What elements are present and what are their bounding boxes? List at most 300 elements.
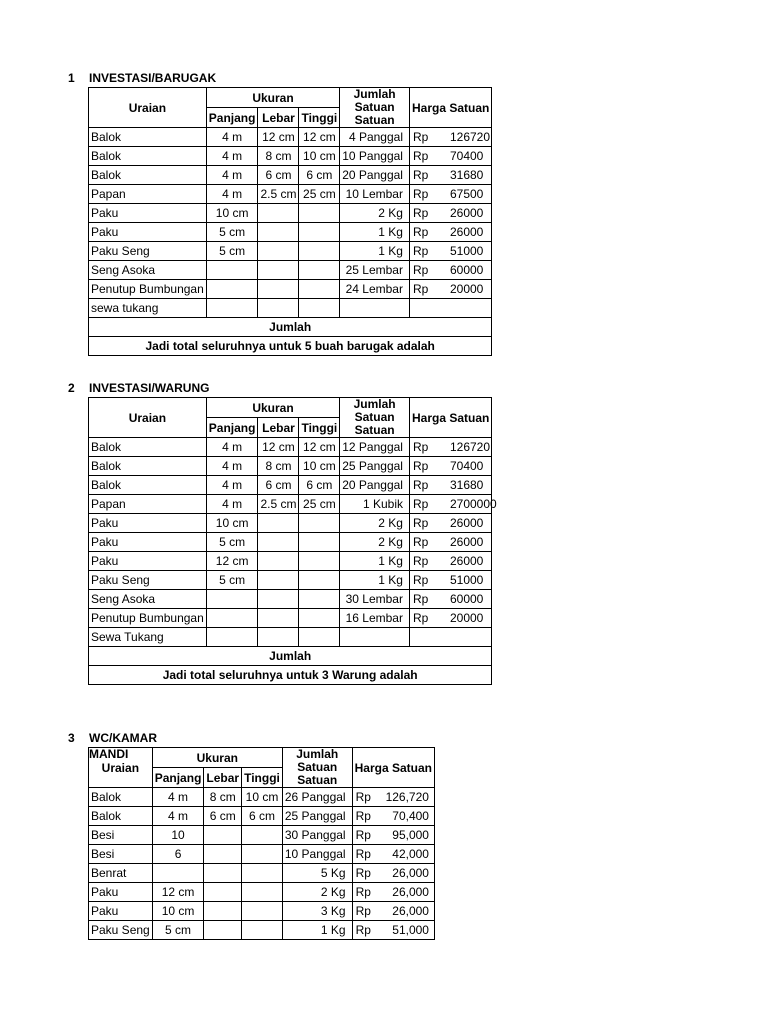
cell-harga (352, 883, 434, 902)
price-amount: 26000 (449, 554, 484, 568)
cell-jumlah: 2 Kg (340, 514, 410, 533)
cell-panjang: 5 cm (206, 242, 258, 261)
cell-jumlah: 1 Kg (282, 921, 352, 940)
cell-lebar (204, 826, 242, 845)
cell-harga (352, 788, 434, 807)
table-row (89, 204, 492, 223)
cell-jumlah: 30 Panggal (282, 826, 352, 845)
cell-uraian: Paku Seng (89, 921, 153, 940)
header-jumlah-line: Jumlah (353, 397, 396, 411)
cell-lebar (258, 590, 299, 609)
cell-lebar: 8 cm (204, 788, 242, 807)
price-amount: 20000 (449, 611, 484, 625)
cell-harga (352, 826, 434, 845)
cell-harga (352, 902, 434, 921)
header-panjang: Panjang (206, 418, 258, 438)
cell-harga (352, 864, 434, 883)
cell-lebar (258, 242, 299, 261)
table-row (89, 552, 492, 571)
price-amount: 126720 (449, 440, 491, 454)
cell-panjang: 4 m (206, 457, 258, 476)
total-label: Jadi total seluruhnya untuk 3 Warung adalah (89, 666, 492, 685)
section-heading: INVESTASI/WARUNG (89, 381, 210, 395)
price-amount: 31680 (449, 168, 484, 182)
cell-panjang: 4 m (206, 128, 258, 147)
price-amount: 26000 (449, 516, 484, 530)
cell-lebar (204, 864, 242, 883)
cell-uraian: Paku (89, 204, 207, 223)
cell-lebar (204, 902, 242, 921)
price-amount: 26,000 (392, 866, 429, 880)
cell-uraian: sewa tukang (89, 299, 207, 318)
cell-tinggi (299, 299, 340, 318)
cell-tinggi: 25 cm (299, 185, 340, 204)
cell-tinggi: 6 cm (299, 166, 340, 185)
currency-label: Rp (412, 440, 429, 454)
cell-jumlah: 2 Kg (282, 883, 352, 902)
currency-label: Rp (412, 206, 429, 220)
header-uraian: Uraian (89, 88, 207, 128)
cell-uraian: Paku (89, 223, 207, 242)
cost-table (88, 747, 435, 940)
table-row (89, 242, 492, 261)
currency-label: Rp (412, 497, 429, 511)
cell-tinggi (242, 826, 283, 845)
header-jumlah-line: Satuan (354, 423, 395, 437)
cell-panjang (206, 628, 258, 647)
cell-jumlah: 26 Panggal (282, 788, 352, 807)
currency-label: Rp (412, 592, 429, 606)
cell-harga (409, 495, 497, 514)
currency-label: Rp (412, 187, 429, 201)
cell-uraian: Besi (89, 845, 153, 864)
header-ukuran: Ukuran (206, 88, 339, 108)
cell-jumlah: 4 Panggal (340, 128, 410, 147)
cell-uraian: Paku (89, 533, 207, 552)
cell-tinggi (299, 223, 340, 242)
currency-label: Rp (412, 168, 429, 182)
cell-jumlah: 25 Panggal (282, 807, 352, 826)
price-amount: 95,000 (392, 828, 429, 842)
currency-label: Rp (412, 130, 429, 144)
cell-uraian: Balok (89, 438, 207, 457)
price-amount: 70,400 (392, 809, 429, 823)
header-jumlah-line: Jumlah (296, 747, 339, 761)
cell-uraian: Paku (89, 514, 207, 533)
cell-panjang: 4 m (206, 476, 258, 495)
price-amount: 26000 (449, 535, 484, 549)
price-amount: 26,000 (392, 885, 429, 899)
cell-harga (352, 921, 434, 940)
cell-uraian: Balok (89, 807, 153, 826)
total-row (89, 337, 492, 356)
cell-lebar (258, 552, 299, 571)
cell-tinggi: 25 cm (299, 495, 340, 514)
cell-harga (409, 223, 491, 242)
header-row (89, 88, 492, 108)
cell-jumlah: 10 Lembar (340, 185, 410, 204)
jumlah-row (89, 647, 492, 666)
cell-panjang: 5 cm (152, 921, 204, 940)
cell-panjang: 6 (152, 845, 204, 864)
cost-table (88, 397, 497, 685)
cell-uraian: Paku (89, 552, 207, 571)
cell-lebar: 8 cm (258, 457, 299, 476)
cell-tinggi (242, 864, 283, 883)
price-amount: 26,000 (392, 904, 429, 918)
cell-panjang: 4 m (152, 788, 204, 807)
cell-jumlah: 1 Kg (340, 571, 410, 590)
cell-tinggi (299, 514, 340, 533)
cell-harga (409, 609, 491, 628)
cell-harga (409, 185, 491, 204)
cell-panjang: 12 cm (152, 883, 204, 902)
price-amount: 126,720 (385, 790, 429, 804)
cell-lebar (258, 571, 299, 590)
currency-label: Rp (355, 904, 371, 918)
cell-jumlah: 20 Panggal (340, 166, 410, 185)
cell-jumlah: 1 Kg (340, 223, 410, 242)
cell-lebar: 12 cm (258, 128, 299, 147)
currency-label: Rp (412, 573, 429, 587)
price-amount: 126720 (449, 130, 491, 144)
price-amount: 20000 (449, 282, 484, 296)
header-uraian: Uraian (89, 748, 153, 788)
cell-lebar (204, 845, 242, 864)
cell-uraian: Paku Seng (89, 242, 207, 261)
cell-uraian: Papan (89, 495, 207, 514)
cell-jumlah: 2 Kg (340, 204, 410, 223)
cell-panjang: 5 cm (206, 571, 258, 590)
cell-jumlah: 2 Kg (340, 533, 410, 552)
header-lebar: Lebar (258, 108, 299, 128)
table-row (89, 533, 492, 552)
table-row (89, 921, 435, 940)
cell-lebar: 2.5 cm (258, 495, 299, 514)
currency-label: Rp (355, 885, 371, 899)
table-row (89, 807, 435, 826)
cell-tinggi (299, 571, 340, 590)
cell-tinggi (242, 921, 283, 940)
cell-lebar (258, 533, 299, 552)
cell-tinggi (299, 533, 340, 552)
cell-harga (409, 128, 491, 147)
cell-tinggi: 12 cm (299, 128, 340, 147)
header-panjang: Panjang (206, 108, 258, 128)
price-amount: 70400 (449, 149, 484, 163)
currency-label: Rp (355, 790, 371, 804)
header-tinggi: Tinggi (299, 418, 340, 438)
cell-lebar: 12 cm (258, 438, 299, 457)
header-row (89, 748, 435, 768)
header-jumlah-line: Satuan (354, 113, 395, 127)
cell-tinggi (299, 204, 340, 223)
currency-label: Rp (412, 516, 429, 530)
header-ukuran: Ukuran (206, 398, 339, 418)
section-heading: INVESTASI/BARUGAK (89, 71, 217, 85)
cell-harga (352, 845, 434, 864)
table-row (89, 788, 435, 807)
cell-jumlah: 12 Panggal (340, 438, 410, 457)
section-number: 2 (68, 381, 75, 395)
cell-tinggi (299, 242, 340, 261)
cell-uraian: Balok (89, 166, 207, 185)
cell-panjang: 5 cm (206, 223, 258, 242)
header-jumlah-line: Jumlah (353, 87, 396, 101)
header-uraian: Uraian (89, 398, 207, 438)
header-jumlah-line: Satuan (354, 410, 395, 424)
currency-label: Rp (412, 149, 429, 163)
table-row (89, 147, 492, 166)
cell-panjang (206, 261, 258, 280)
table-row (89, 185, 492, 204)
cell-lebar (204, 883, 242, 902)
cell-jumlah: 30 Lembar (340, 590, 410, 609)
currency-label: Rp (412, 535, 429, 549)
table-row (89, 902, 435, 921)
cell-tinggi (242, 902, 283, 921)
cell-panjang: 10 cm (206, 514, 258, 533)
cell-tinggi (242, 845, 283, 864)
table-row (89, 128, 492, 147)
table-row (89, 166, 492, 185)
currency-label: Rp (412, 611, 429, 625)
price-amount: 26000 (449, 206, 484, 220)
cell-uraian: Balok (89, 788, 153, 807)
jumlah-label: Jumlah (89, 647, 492, 666)
header-harga-satuan: Harga Satuan (352, 748, 434, 788)
cell-lebar (258, 628, 299, 647)
cell-tinggi: 12 cm (299, 438, 340, 457)
cell-lebar (258, 204, 299, 223)
currency-label: Rp (412, 478, 429, 492)
cell-lebar: 2.5 cm (258, 185, 299, 204)
cell-lebar (258, 299, 299, 318)
currency-label: Rp (412, 554, 429, 568)
cell-panjang: 10 cm (152, 902, 204, 921)
cell-lebar (258, 261, 299, 280)
price-amount: 51000 (449, 573, 484, 587)
header-jumlah-line: Satuan (354, 100, 395, 114)
table-row (89, 628, 492, 647)
cell-lebar (204, 921, 242, 940)
cell-panjang: 10 cm (206, 204, 258, 223)
cell-tinggi (299, 590, 340, 609)
cell-uraian: Balok (89, 147, 207, 166)
header-jumlah-line: Satuan (297, 773, 338, 787)
cell-uraian: Besi (89, 826, 153, 845)
price-amount: 51000 (449, 244, 484, 258)
header-jumlah-line: Satuan (297, 760, 338, 774)
cell-tinggi: 10 cm (299, 147, 340, 166)
cell-jumlah: 5 Kg (282, 864, 352, 883)
table-row (89, 609, 492, 628)
cell-tinggi: 10 cm (242, 788, 283, 807)
cell-jumlah: 1 Kg (340, 242, 410, 261)
cell-lebar: 6 cm (258, 476, 299, 495)
cell-uraian: Seng Asoka (89, 261, 207, 280)
header-lebar: Lebar (258, 418, 299, 438)
price-amount: 60000 (449, 592, 484, 606)
cell-harga (352, 807, 434, 826)
table-row (89, 883, 435, 902)
cell-tinggi (299, 552, 340, 571)
cell-jumlah: 1 Kubik (340, 495, 410, 514)
price-amount: 60000 (449, 263, 484, 277)
cell-lebar: 6 cm (258, 166, 299, 185)
cell-uraian: Penutup Bumbungan (89, 609, 207, 628)
currency-label: Rp (412, 225, 429, 239)
cell-harga (409, 280, 491, 299)
table-row (89, 457, 492, 476)
cell-harga (409, 628, 491, 647)
cell-jumlah: 20 Panggal (340, 476, 410, 495)
cell-lebar (258, 609, 299, 628)
cell-lebar: 8 cm (258, 147, 299, 166)
cell-panjang (206, 280, 258, 299)
header-tinggi: Tinggi (299, 108, 340, 128)
cell-tinggi: 6 cm (299, 476, 340, 495)
price-amount: 67500 (449, 187, 484, 201)
header-tinggi: Tinggi (242, 768, 283, 788)
cell-panjang: 4 m (206, 185, 258, 204)
cell-harga (409, 533, 491, 552)
cell-harga (409, 242, 491, 261)
cell-uraian: Balok (89, 128, 207, 147)
currency-label: Rp (355, 866, 371, 880)
cell-uraian: Seng Asoka (89, 590, 207, 609)
currency-label: Rp (355, 828, 371, 842)
header-panjang: Panjang (152, 768, 204, 788)
cell-jumlah: 25 Lembar (340, 261, 410, 280)
cell-tinggi: 6 cm (242, 807, 283, 826)
cell-panjang: 5 cm (206, 533, 258, 552)
cell-harga (409, 476, 491, 495)
price-amount: 31680 (449, 478, 484, 492)
table-row (89, 261, 492, 280)
cell-uraian: Balok (89, 476, 207, 495)
table-row (89, 280, 492, 299)
cell-panjang: 4 m (206, 166, 258, 185)
header-lebar: Lebar (204, 768, 242, 788)
cell-jumlah: 1 Kg (340, 552, 410, 571)
currency-label: Rp (355, 847, 371, 861)
total-row (89, 666, 492, 685)
cell-harga (409, 514, 491, 533)
cell-harga (409, 261, 491, 280)
table-row (89, 826, 435, 845)
cell-tinggi (299, 628, 340, 647)
cell-uraian: Penutup Bumbungan (89, 280, 207, 299)
cell-harga (409, 571, 491, 590)
currency-label: Rp (355, 923, 371, 937)
cell-harga (409, 299, 491, 318)
table-row (89, 864, 435, 883)
price-amount: 26000 (449, 225, 484, 239)
table-row (89, 495, 492, 514)
cell-uraian: Papan (89, 185, 207, 204)
cell-jumlah: 16 Lembar (340, 609, 410, 628)
cell-panjang (206, 299, 258, 318)
cell-uraian: Balok (89, 457, 207, 476)
cell-harga (409, 166, 491, 185)
header-ukuran: Ukuran (152, 748, 282, 768)
cell-panjang: 4 m (206, 147, 258, 166)
table-row (89, 438, 492, 457)
cost-table (88, 87, 492, 356)
cell-panjang: 12 cm (206, 552, 258, 571)
cell-panjang: 4 m (206, 495, 258, 514)
cell-uraian: Benrat (89, 864, 153, 883)
cell-uraian: Paku (89, 883, 153, 902)
cell-panjang: 10 (152, 826, 204, 845)
header-jumlah-satuan (282, 748, 352, 788)
cell-jumlah: 25 Panggal (340, 457, 410, 476)
cell-tinggi (299, 280, 340, 299)
header-harga-satuan: Harga Satuan (409, 398, 491, 438)
currency-label: Rp (412, 263, 429, 277)
cell-jumlah: 10 Panggal (340, 147, 410, 166)
price-amount: 42,000 (392, 847, 429, 861)
cell-tinggi (299, 609, 340, 628)
cell-jumlah: 3 Kg (282, 902, 352, 921)
table-row (89, 299, 492, 318)
table-row (89, 571, 492, 590)
cell-uraian: Paku Seng (89, 571, 207, 590)
cell-harga (409, 590, 491, 609)
price-amount: 70400 (449, 459, 484, 473)
cell-harga (409, 457, 491, 476)
cell-jumlah (340, 628, 410, 647)
currency-label: Rp (412, 244, 429, 258)
table-row (89, 845, 435, 864)
section-heading: WC/KAMAR MANDI (89, 731, 157, 761)
price-amount: 51,000 (392, 923, 429, 937)
table-row (89, 590, 492, 609)
cell-harga (409, 147, 491, 166)
table-row (89, 476, 492, 495)
cell-tinggi (242, 883, 283, 902)
cell-panjang: 4 m (152, 807, 204, 826)
currency-label: Rp (412, 282, 429, 296)
section-number: 1 (68, 71, 75, 85)
currency-label: Rp (412, 459, 429, 473)
cell-harga (409, 552, 491, 571)
cell-jumlah: 10 Panggal (282, 845, 352, 864)
header-jumlah-satuan (340, 88, 410, 128)
cell-panjang (206, 609, 258, 628)
currency-label: Rp (355, 809, 371, 823)
cell-panjang (206, 590, 258, 609)
cell-panjang: 4 m (206, 438, 258, 457)
cell-jumlah: 24 Lembar (340, 280, 410, 299)
cell-tinggi (299, 261, 340, 280)
cell-uraian: Sewa Tukang (89, 628, 207, 647)
price-amount: 2700000 (449, 497, 497, 511)
cell-lebar: 6 cm (204, 807, 242, 826)
jumlah-row (89, 318, 492, 337)
cell-harga (409, 438, 491, 457)
cell-lebar (258, 280, 299, 299)
header-row (89, 398, 492, 418)
table-row (89, 223, 492, 242)
section-number: 3 (68, 731, 75, 745)
cell-uraian: Paku (89, 902, 153, 921)
cell-panjang (152, 864, 204, 883)
header-harga-satuan: Harga Satuan (409, 88, 491, 128)
table-row (89, 514, 492, 533)
cell-harga (409, 204, 491, 223)
